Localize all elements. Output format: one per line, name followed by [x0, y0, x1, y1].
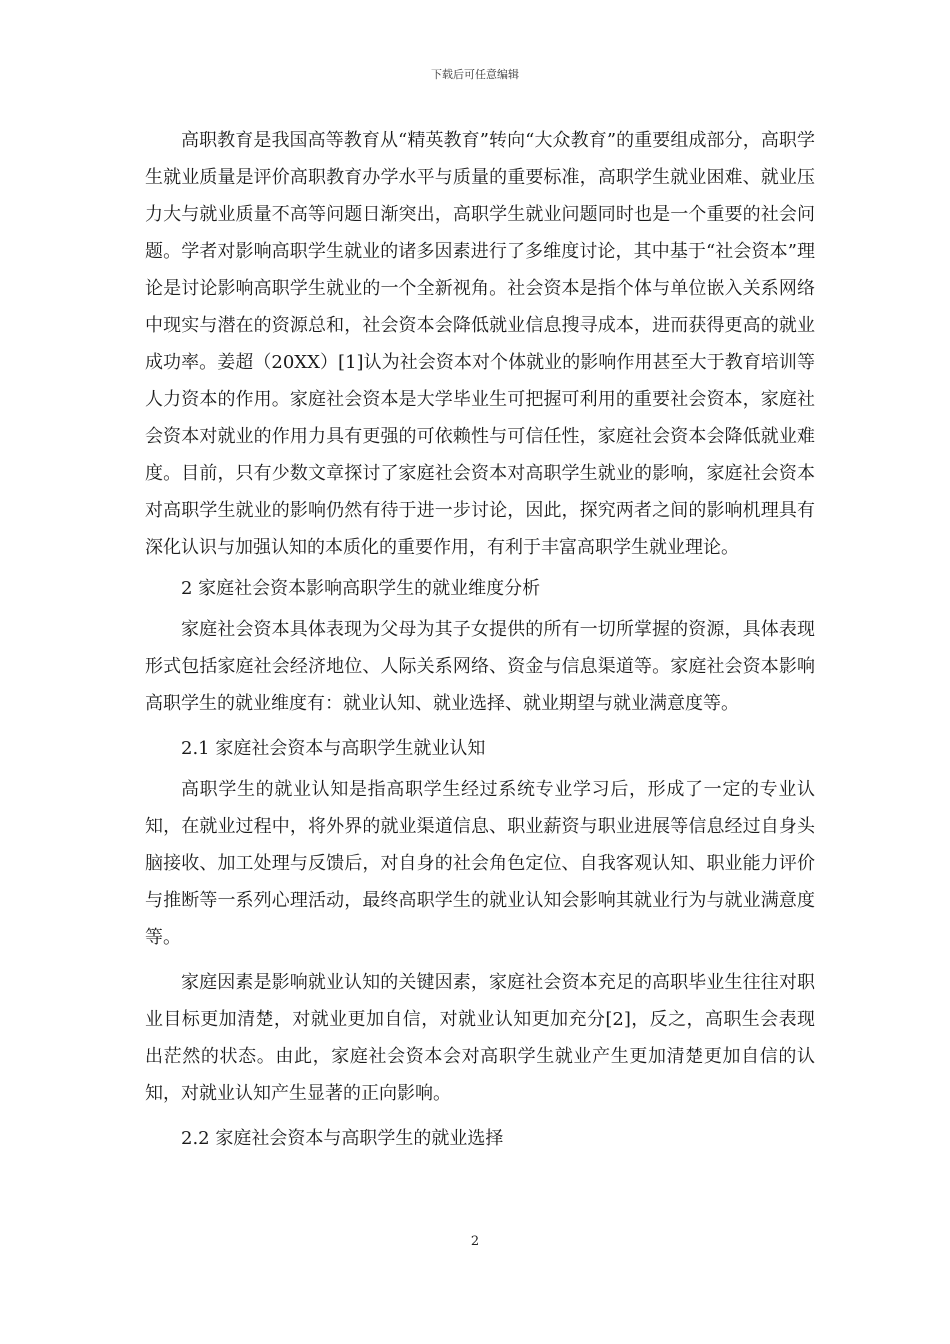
- paragraph-family-capital: 家庭社会资本具体表现为父母为其子女提供的所有一切所掌握的资源，具体表现形式包括家庭社会经济地位、人际关系网络、资金与信息渠道等。家庭社会资本影响高职学生的就业维度有：就业认知、就业选择、就业期望与就业满意度等。: [145, 619, 815, 714]
- section-heading-2: 2 家庭社会资本影响高职学生的就业维度分析: [181, 578, 541, 599]
- section-heading-2-2: 2.2 家庭社会资本与高职学生的就业选择: [181, 1128, 504, 1149]
- page-number: 2: [470, 1234, 480, 1249]
- document-body: [145, 122, 815, 1157]
- paragraph-introduction: 高职教育是我国高等教育从“精英教育”转向“大众教育”的重要组成部分，高职学生就业质量是评价高职教育办学水平与质量的重要标准，高职学生就业困难、就业压力大与就业质量不高等问题日渐突出，高职学生就业问题同时也是一个重要的社会问题。学者对影响高职学生就业的诸多因素进行了多维度讨论，其中基于“社会资本”理论是讨论影响高职学生就业的一个全新视角。社会资本是指个体与单位嵌入关系网络中现实与潜在的资源总和，社会资本会降低就业信息搜寻成本，进而获得更高的就业成功率。姜超（20XX）[1]认为社会资本对个体就业的影响作用甚至大于教育培训等人力资本的作用。家庭社会资本是大学毕业生可把握可利用的重要社会资本，家庭社会资本对就业的作用力具有更强的可依赖性与可信任性，家庭社会资本会降低就业难度。目前，只有少数文章探讨了家庭社会资本对高职学生就业的影响，家庭社会资本对高职学生就业的影响仍然有待于进一步讨论，因此，探究两者之间的影响机理具有深化认识与加强认知的本质化的重要作用，有利于丰富高职学生就业理论。: [145, 130, 815, 558]
- section-heading-2-1: 2.1 家庭社会资本与高职学生就业认知: [181, 738, 486, 759]
- spacer: [145, 956, 815, 964]
- paragraph-employment-cognition: 高职学生的就业认知是指高职学生经过系统专业学习后，形成了一定的专业认知，在就业过程中，将外界的就业渠道信息、职业薪资与职业进展等信息经过自身头脑接收、加工处理与反馈后，对自身的社会角色定位、自我客观认知、职业能力评价与推断等一系列心理活动，最终高职学生的就业认知会影响其就业行为与就业满意度等。: [145, 779, 815, 948]
- paragraph-family-factors: 家庭因素是影响就业认知的关键因素，家庭社会资本充足的高职毕业生往往对职业目标更加清楚，对就业更加自信，对就业认知更加充分[2]，反之，高职生会表现出茫然的状态。由此，家庭社会资本会对高职学生就业产生更加清楚更加自信的认知，对就业认知产生显著的正向影响。: [145, 972, 815, 1104]
- spacer: [145, 722, 815, 730]
- page-header-note: 下载后可任意编辑: [431, 68, 519, 81]
- spacer: [145, 1112, 815, 1120]
